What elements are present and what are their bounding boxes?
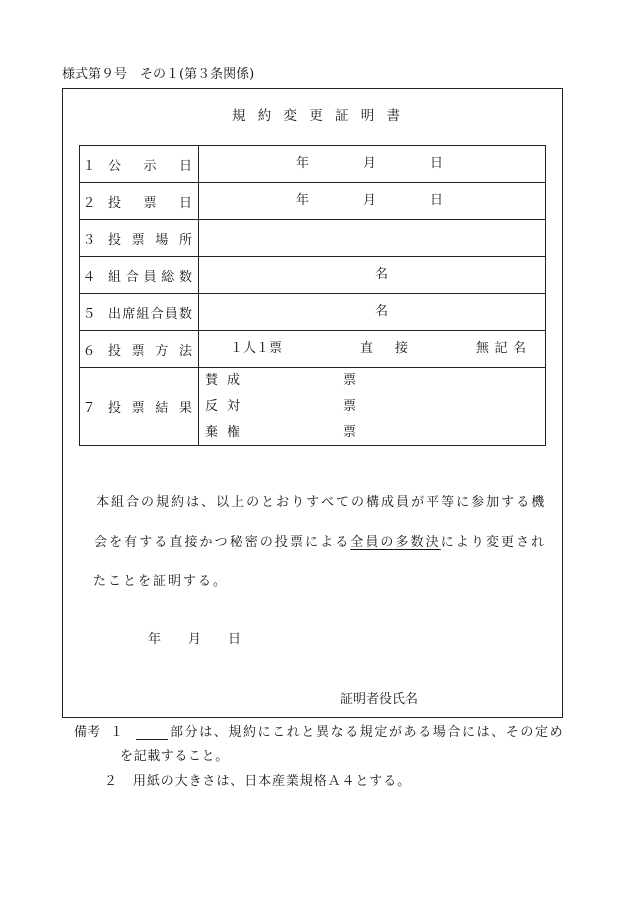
table-row-voting-place [80, 219, 545, 256]
row-value [199, 146, 545, 182]
vote-unit: 票 [343, 425, 357, 440]
row-value-blank [199, 220, 545, 256]
result-line-for [199, 368, 545, 394]
row-label [80, 368, 199, 445]
line2-text-after: により変更され [440, 535, 546, 550]
row-label [80, 257, 199, 293]
row-label [80, 220, 199, 256]
line2-text-before: 会を有する直接かつ秘密の投票による [94, 535, 351, 550]
row-label-text: 組合員総数 [108, 269, 192, 285]
row-label-text: 投票結果 [108, 401, 192, 416]
result-line-against [199, 394, 545, 420]
row-value [199, 368, 545, 445]
row-label [80, 183, 199, 219]
month-unit: 月 [363, 156, 377, 171]
row-value [199, 257, 545, 293]
year-unit: 年 [296, 193, 310, 208]
row-label [80, 294, 199, 330]
row-label-text: 投票方法 [108, 343, 192, 359]
result-label: 棄権 [205, 425, 240, 440]
vote-info-table [79, 145, 546, 446]
form-number-caption: 様式第９号 その１(第３条関係) [62, 67, 255, 82]
row-label [80, 146, 199, 182]
table-row-announcement-date [80, 146, 545, 182]
certifier-name-label: 証明者役氏名 [340, 692, 419, 707]
underline-blank-marker [136, 723, 168, 740]
month-unit: 月 [363, 193, 377, 208]
note-1-continuation: を記載すること。 [120, 749, 229, 764]
note-1-number: １ [110, 725, 124, 740]
vote-unit: 票 [343, 373, 357, 388]
row-label-text: 投票場所 [108, 232, 192, 248]
note-2-text: 用紙の大きさは、日本産業規格Ａ４とする。 [133, 774, 412, 789]
cert-date-year: 年 [148, 632, 162, 647]
row-number: ４ [82, 269, 96, 285]
people-unit: 名 [375, 304, 389, 319]
certification-line-1: 本組合の規約は、以上のとおりすべての構成員が平等に参加する機 [96, 495, 546, 510]
table-row-attending-members [80, 293, 545, 330]
method-secret-ballot: 無記名 [476, 341, 526, 356]
result-label: 反対 [205, 399, 240, 414]
row-label-text: 出席組合員数 [108, 306, 192, 322]
result-line-abstain [199, 420, 545, 446]
certification-line-3: たことを証明する。 [93, 574, 229, 589]
table-row-total-members [80, 256, 545, 293]
note-2-number: ２ [104, 774, 118, 789]
row-value [199, 183, 545, 219]
notes-heading: 備考 [74, 725, 101, 740]
row-number: ７ [82, 401, 96, 416]
row-value [199, 331, 545, 367]
majority-underlined-text: 全員の多数決 [350, 535, 441, 550]
day-unit: 日 [430, 193, 444, 208]
note-1-text: 部分は、規約にこれと異なる規定がある場合には、その定め [170, 725, 564, 740]
certificate-title: 規約変更証明書 [232, 108, 400, 124]
row-number: ６ [82, 343, 96, 359]
method-one-person-one-vote: １人１票 [230, 341, 283, 356]
row-value [199, 294, 545, 330]
certificate-frame [62, 88, 563, 718]
row-label-text: 公示日 [108, 158, 192, 174]
people-unit: 名 [375, 267, 389, 282]
row-number: １ [82, 158, 96, 174]
table-row-voting-date [80, 182, 545, 219]
row-number: ３ [82, 232, 96, 248]
row-label-text: 投票日 [108, 195, 192, 211]
day-unit: 日 [430, 156, 444, 171]
certification-line-2 [94, 533, 546, 553]
table-row-voting-result [80, 367, 545, 445]
cert-date-month: 月 [188, 632, 202, 647]
vote-unit: 票 [343, 399, 357, 414]
table-row-voting-method [80, 330, 545, 367]
cert-date-day: 日 [228, 632, 242, 647]
row-number: ５ [82, 306, 96, 322]
year-unit: 年 [296, 156, 310, 171]
result-label: 賛成 [205, 373, 240, 388]
row-label [80, 331, 199, 367]
row-number: ２ [82, 195, 96, 211]
method-direct: 直接 [360, 341, 408, 356]
